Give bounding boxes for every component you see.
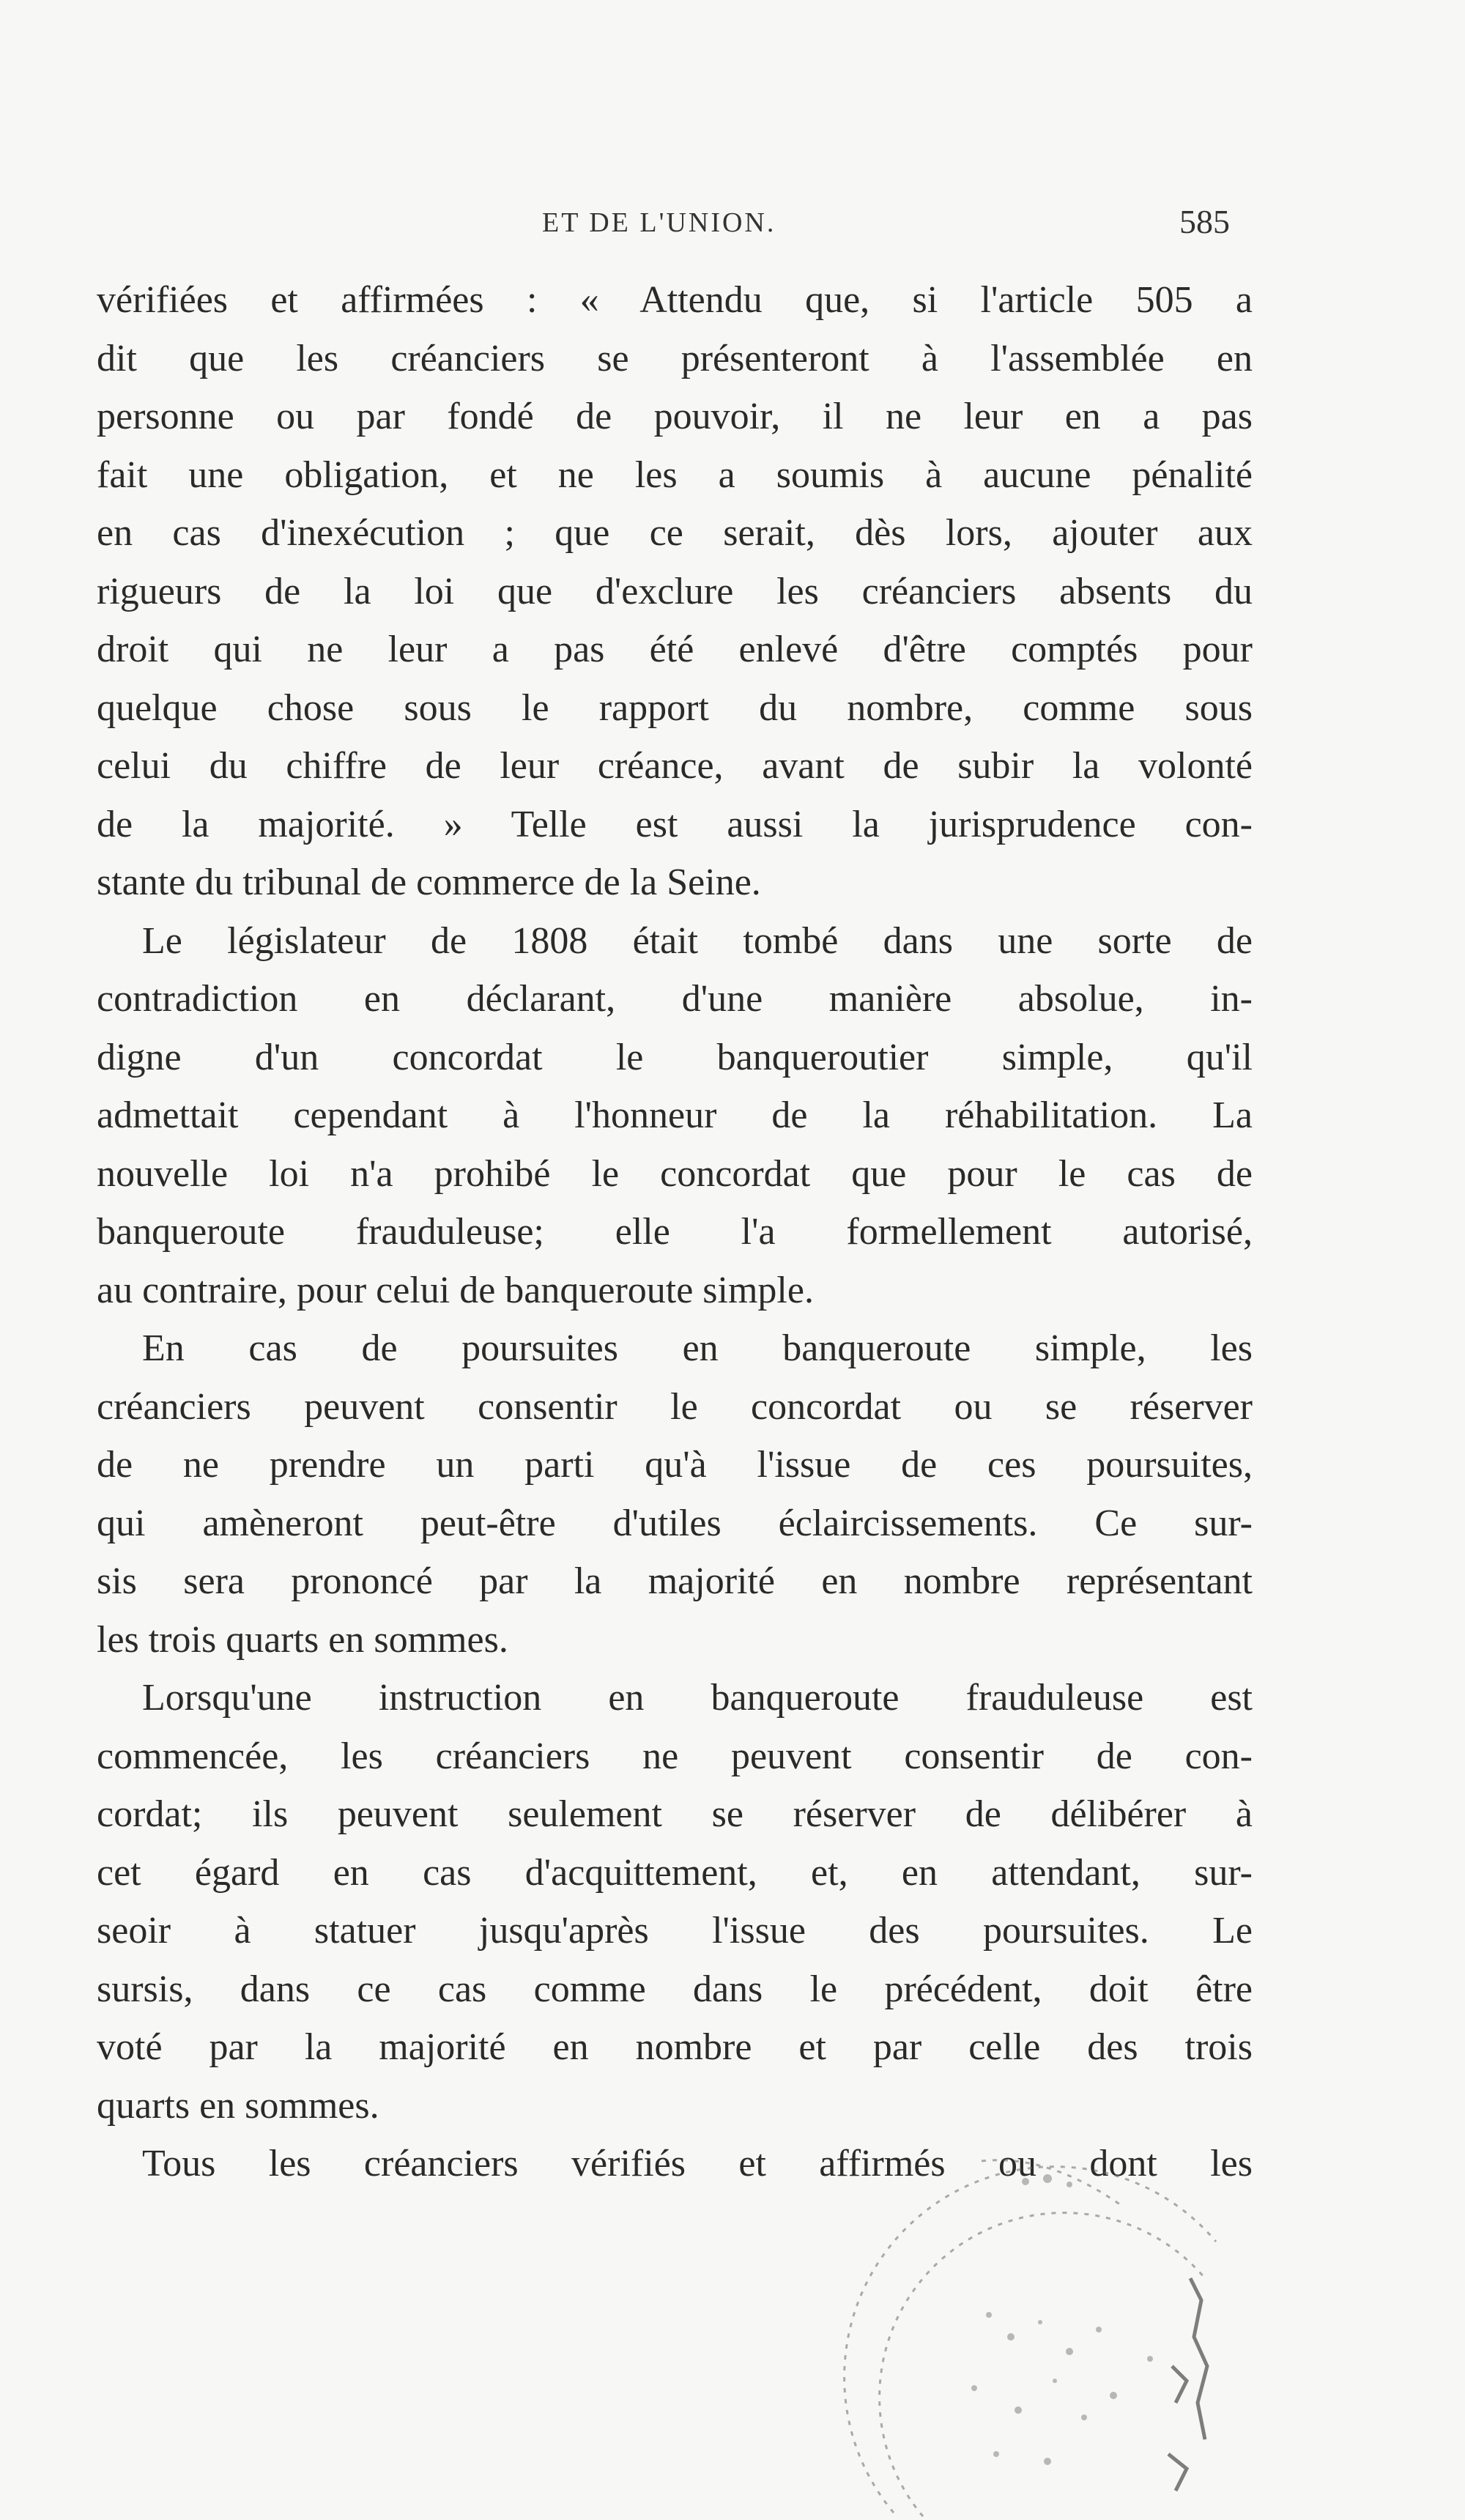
text-line: cet égard en cas d'acquittement, et, en attendant, sur- xyxy=(97,1851,1253,1894)
text-line: Tous les créanciers vérifiés et affirmés ou dont les xyxy=(142,2143,1253,2184)
text-line: sursis, dans ce cas comme dans le précédent, doit être xyxy=(97,1968,1253,2010)
text-line: de ne prendre un parti qu'à l'issue de ces poursuites, xyxy=(97,1444,1253,1486)
page-number: 585 xyxy=(1179,203,1230,240)
text-line: seoir à statuer jusqu'après l'issue des poursuites. Le xyxy=(97,1910,1253,1952)
library-stamp-icon xyxy=(806,2146,1260,2520)
text-line: droit qui ne leur a pas été enlevé d'être comptés pour xyxy=(97,629,1253,670)
text-line: les trois quarts en sommes. xyxy=(97,1618,508,1661)
text-line: rigueurs de la loi que d'exclure les créanciers absents du xyxy=(97,570,1253,612)
text-line: quelque chose sous le rapport du nombre, comme sous xyxy=(97,686,1253,729)
text-line: fait une obligation, et ne les a soumis à aucune pénalité xyxy=(97,453,1253,496)
text-line: digne d'un concordat le banqueroutier simple, qu'il xyxy=(97,1036,1253,1078)
text-line: nouvelle loi n'a prohibé le concordat que pour le cas de xyxy=(97,1152,1253,1195)
text-line: en cas d'inexécution ; que ce serait, dès lors, ajouter aux xyxy=(97,512,1253,554)
text-line: celui du chiffre de leur créance, avant de subir la volonté xyxy=(97,745,1253,787)
text-line: Le législateur de 1808 était tombé dans une sorte de xyxy=(142,919,1253,962)
text-line: Lorsqu'une instruction en banqueroute frauduleuse est xyxy=(142,1677,1253,1719)
text-line: commencée, les créanciers ne peuvent consentir de con- xyxy=(97,1735,1253,1777)
text-line: voté par la majorité en nombre et par celle des trois xyxy=(97,2026,1253,2068)
body-text xyxy=(97,271,1253,2193)
text-line: admettait cependant à l'honneur de la réhabilitation. La xyxy=(97,1094,1253,1136)
text-line: de la majorité. » Telle est aussi la jurisprudence con- xyxy=(97,803,1253,845)
text-line: stante du tribunal de commerce de la Seine. xyxy=(97,861,761,903)
running-head: ET DE L'UNION. xyxy=(542,207,776,238)
text-line: quarts en sommes. xyxy=(97,2084,379,2127)
text-line: vérifiées et affirmées : « Attendu que, si l'article 505 a xyxy=(97,279,1253,321)
text-line: sis sera prononcé par la majorité en nombre représentant xyxy=(97,1560,1253,1602)
text-line: En cas de poursuites en banqueroute simple, les xyxy=(142,1327,1253,1369)
text-line: au contraire, pour celui de banqueroute simple. xyxy=(97,1269,814,1311)
text-line: créanciers peuvent consentir le concordat ou se réserver xyxy=(97,1385,1253,1428)
text-line: qui amèneront peut-être d'utiles éclaircissements. Ce sur- xyxy=(97,1502,1253,1544)
text-line: banqueroute frauduleuse; elle l'a formellement autorisé, xyxy=(97,1211,1253,1253)
text-line: dit que les créanciers se présenteront à l'assemblée en xyxy=(97,337,1253,379)
text-line: personne ou par fondé de pouvoir, il ne leur en a pas xyxy=(97,396,1253,437)
text-line: contradiction en déclarant, d'une manière absolue, in- xyxy=(97,978,1253,1020)
text-line: cordat; ils peuvent seulement se réserver de délibérer à xyxy=(97,1793,1253,1835)
